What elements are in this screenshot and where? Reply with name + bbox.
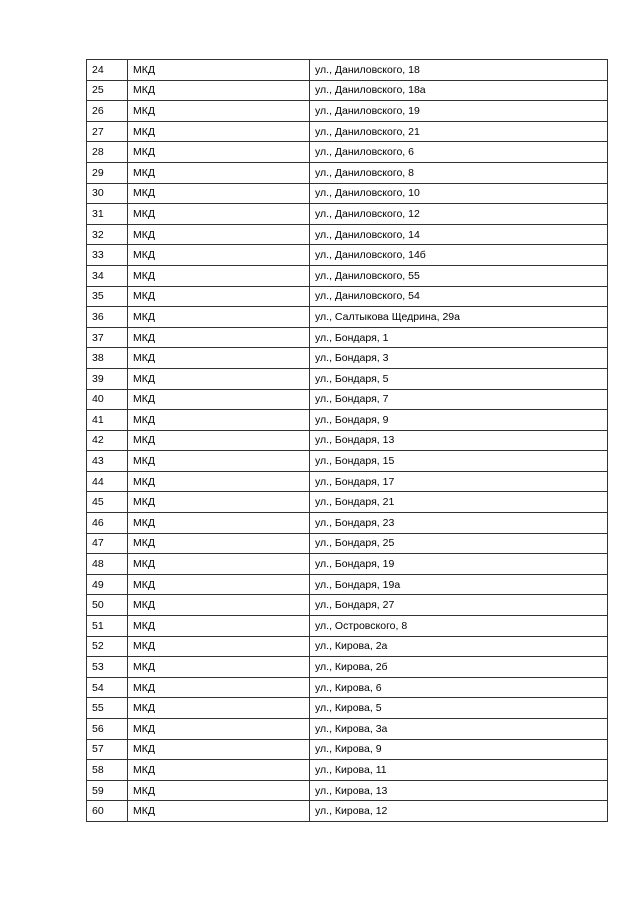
table-row — [87, 162, 608, 183]
row-number-cell: 55 — [87, 698, 128, 719]
table-row — [87, 80, 608, 101]
table-row — [87, 101, 608, 122]
row-number-cell: 42 — [87, 430, 128, 451]
row-number-cell: 40 — [87, 389, 128, 410]
table-row — [87, 430, 608, 451]
building-type-cell: МКД — [128, 719, 310, 740]
row-number-cell: 52 — [87, 636, 128, 657]
building-type-cell: МКД — [128, 224, 310, 245]
address-cell: ул., Кирова, 9 — [310, 739, 608, 760]
table-row — [87, 801, 608, 822]
building-type-cell: МКД — [128, 60, 310, 81]
building-type-cell: МКД — [128, 801, 310, 822]
row-number-cell: 43 — [87, 451, 128, 472]
table-row — [87, 471, 608, 492]
address-cell: ул., Кирова, 13 — [310, 780, 608, 801]
building-type-cell: МКД — [128, 101, 310, 122]
building-type-cell: МКД — [128, 739, 310, 760]
address-cell: ул., Кирова, 2а — [310, 636, 608, 657]
table-row — [87, 533, 608, 554]
address-cell: ул., Бондаря, 7 — [310, 389, 608, 410]
row-number-cell: 58 — [87, 760, 128, 781]
address-cell: ул., Даниловского, 14 — [310, 224, 608, 245]
row-number-cell: 48 — [87, 554, 128, 575]
address-cell: ул., Бондаря, 27 — [310, 595, 608, 616]
building-type-cell: МКД — [128, 471, 310, 492]
address-cell: ул., Даниловского, 8 — [310, 162, 608, 183]
building-type-cell: МКД — [128, 389, 310, 410]
table-row — [87, 389, 608, 410]
address-cell: ул., Кирова, 11 — [310, 760, 608, 781]
row-number-cell: 35 — [87, 286, 128, 307]
address-cell: ул., Островского, 8 — [310, 616, 608, 637]
row-number-cell: 49 — [87, 574, 128, 595]
building-type-cell: МКД — [128, 204, 310, 225]
table-row — [87, 142, 608, 163]
address-cell: ул., Даниловского, 55 — [310, 265, 608, 286]
row-number-cell: 44 — [87, 471, 128, 492]
address-cell: ул., Кирова, 3а — [310, 719, 608, 740]
table-row — [87, 286, 608, 307]
building-type-cell: МКД — [128, 677, 310, 698]
building-type-cell: МКД — [128, 142, 310, 163]
address-cell: ул., Бондаря, 19а — [310, 574, 608, 595]
address-table — [86, 59, 608, 822]
address-cell: ул., Бондаря, 17 — [310, 471, 608, 492]
address-cell: ул., Даниловского, 10 — [310, 183, 608, 204]
table-row — [87, 677, 608, 698]
table-row — [87, 616, 608, 637]
building-type-cell: МКД — [128, 657, 310, 678]
table-row — [87, 780, 608, 801]
building-type-cell: МКД — [128, 327, 310, 348]
table-row — [87, 224, 608, 245]
address-cell: ул., Бондаря, 21 — [310, 492, 608, 513]
row-number-cell: 25 — [87, 80, 128, 101]
table-row — [87, 348, 608, 369]
address-cell: ул., Бондаря, 25 — [310, 533, 608, 554]
row-number-cell: 41 — [87, 410, 128, 431]
table-row — [87, 719, 608, 740]
building-type-cell: МКД — [128, 513, 310, 534]
building-type-cell: МКД — [128, 760, 310, 781]
row-number-cell: 50 — [87, 595, 128, 616]
row-number-cell: 33 — [87, 245, 128, 266]
row-number-cell: 53 — [87, 657, 128, 678]
address-cell: ул., Кирова, 12 — [310, 801, 608, 822]
address-cell: ул., Даниловского, 54 — [310, 286, 608, 307]
building-type-cell: МКД — [128, 554, 310, 575]
row-number-cell: 51 — [87, 616, 128, 637]
address-cell: ул., Бондаря, 5 — [310, 368, 608, 389]
row-number-cell: 24 — [87, 60, 128, 81]
row-number-cell: 59 — [87, 780, 128, 801]
building-type-cell: МКД — [128, 430, 310, 451]
table-row — [87, 554, 608, 575]
row-number-cell: 30 — [87, 183, 128, 204]
building-type-cell: МКД — [128, 616, 310, 637]
table-row — [87, 60, 608, 81]
table-row — [87, 121, 608, 142]
table-row — [87, 451, 608, 472]
building-type-cell: МКД — [128, 698, 310, 719]
row-number-cell: 31 — [87, 204, 128, 225]
table-row — [87, 307, 608, 328]
row-number-cell: 54 — [87, 677, 128, 698]
address-cell: ул., Салтыкова Щедрина, 29а — [310, 307, 608, 328]
address-cell: ул., Бондаря, 23 — [310, 513, 608, 534]
address-cell: ул., Бондаря, 3 — [310, 348, 608, 369]
address-cell: ул., Даниловского, 18а — [310, 80, 608, 101]
table-row — [87, 410, 608, 431]
row-number-cell: 29 — [87, 162, 128, 183]
address-cell: ул., Бондаря, 15 — [310, 451, 608, 472]
building-type-cell: МКД — [128, 162, 310, 183]
address-cell: ул., Бондаря, 19 — [310, 554, 608, 575]
building-type-cell: МКД — [128, 492, 310, 513]
table-row — [87, 636, 608, 657]
address-cell: ул., Даниловского, 14б — [310, 245, 608, 266]
address-cell: ул., Даниловского, 12 — [310, 204, 608, 225]
row-number-cell: 27 — [87, 121, 128, 142]
building-type-cell: МКД — [128, 410, 310, 431]
building-type-cell: МКД — [128, 80, 310, 101]
table-row — [87, 265, 608, 286]
address-cell: ул., Бондаря, 13 — [310, 430, 608, 451]
building-type-cell: МКД — [128, 533, 310, 554]
address-cell: ул., Даниловского, 21 — [310, 121, 608, 142]
table-body — [87, 60, 608, 822]
row-number-cell: 39 — [87, 368, 128, 389]
address-cell: ул., Кирова, 2б — [310, 657, 608, 678]
table-row — [87, 698, 608, 719]
row-number-cell: 46 — [87, 513, 128, 534]
address-cell: ул., Кирова, 5 — [310, 698, 608, 719]
table-row — [87, 574, 608, 595]
building-type-cell: МКД — [128, 368, 310, 389]
row-number-cell: 47 — [87, 533, 128, 554]
address-cell: ул., Бондаря, 1 — [310, 327, 608, 348]
row-number-cell: 45 — [87, 492, 128, 513]
row-number-cell: 57 — [87, 739, 128, 760]
table-row — [87, 513, 608, 534]
table-row — [87, 327, 608, 348]
address-cell: ул., Кирова, 6 — [310, 677, 608, 698]
row-number-cell: 32 — [87, 224, 128, 245]
table-row — [87, 492, 608, 513]
row-number-cell: 37 — [87, 327, 128, 348]
building-type-cell: МКД — [128, 307, 310, 328]
table-row — [87, 368, 608, 389]
table-row — [87, 595, 608, 616]
building-type-cell: МКД — [128, 183, 310, 204]
building-type-cell: МКД — [128, 636, 310, 657]
address-cell: ул., Даниловского, 19 — [310, 101, 608, 122]
building-type-cell: МКД — [128, 451, 310, 472]
table-row — [87, 657, 608, 678]
building-type-cell: МКД — [128, 121, 310, 142]
table-row — [87, 204, 608, 225]
table-row — [87, 760, 608, 781]
row-number-cell: 56 — [87, 719, 128, 740]
building-type-cell: МКД — [128, 595, 310, 616]
building-type-cell: МКД — [128, 265, 310, 286]
building-type-cell: МКД — [128, 348, 310, 369]
address-cell: ул., Даниловского, 18 — [310, 60, 608, 81]
row-number-cell: 38 — [87, 348, 128, 369]
row-number-cell: 36 — [87, 307, 128, 328]
building-type-cell: МКД — [128, 245, 310, 266]
row-number-cell: 28 — [87, 142, 128, 163]
building-type-cell: МКД — [128, 286, 310, 307]
row-number-cell: 34 — [87, 265, 128, 286]
building-type-cell: МКД — [128, 780, 310, 801]
table-row — [87, 183, 608, 204]
table-row — [87, 245, 608, 266]
row-number-cell: 60 — [87, 801, 128, 822]
building-type-cell: МКД — [128, 574, 310, 595]
address-cell: ул., Даниловского, 6 — [310, 142, 608, 163]
row-number-cell: 26 — [87, 101, 128, 122]
table-row — [87, 739, 608, 760]
address-cell: ул., Бондаря, 9 — [310, 410, 608, 431]
